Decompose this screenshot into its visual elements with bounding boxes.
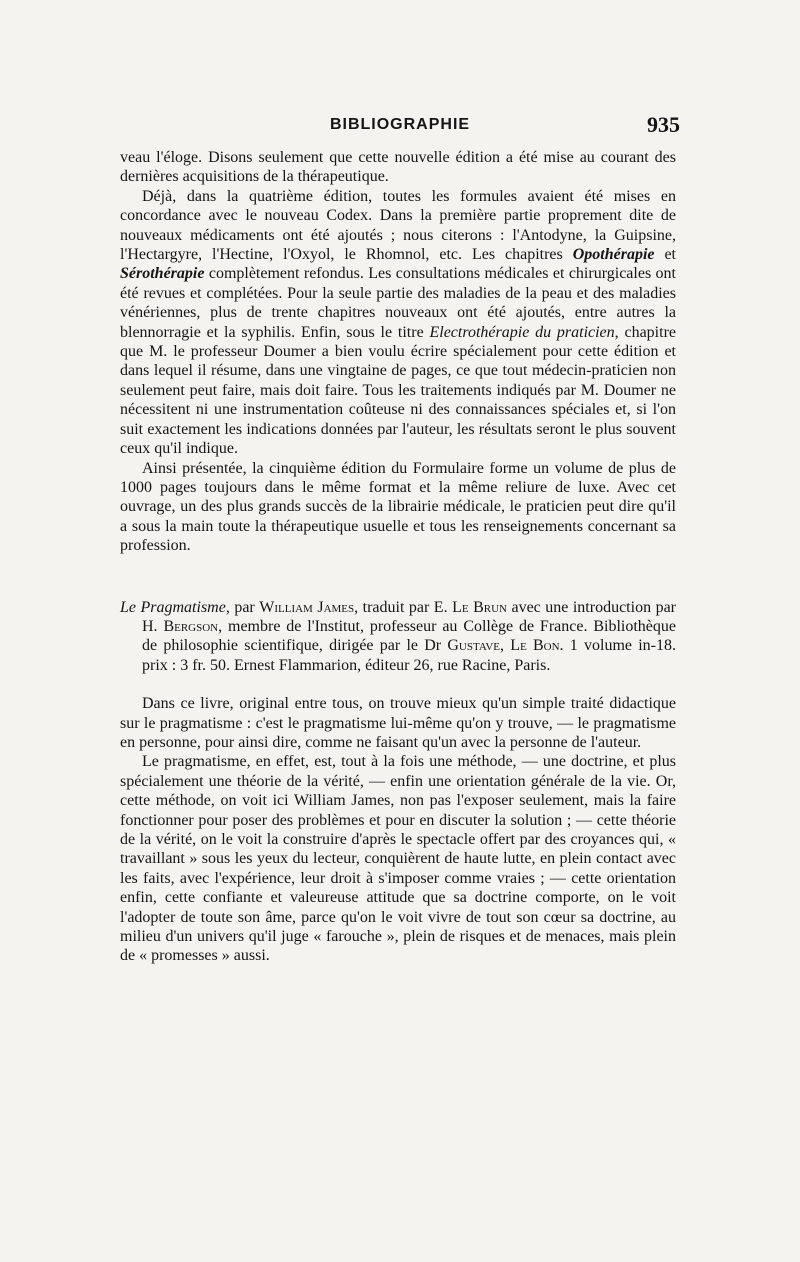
translator-name: Le Brun <box>452 598 507 616</box>
review1-p2-text-b: et <box>654 246 676 264</box>
page-body <box>120 148 676 966</box>
intro-author-name: Bergson <box>163 617 219 635</box>
bibliographic-entry <box>120 598 676 676</box>
review-formulaire <box>120 148 676 556</box>
entry-text-1: , par <box>225 598 260 616</box>
review1-paragraph-2 <box>120 187 676 459</box>
entry-text-3: avec une introduction par H. <box>142 598 676 635</box>
page-header <box>120 112 680 140</box>
review1-paragraph-1: veau l'éloge. Disons seulement que cette nouvelle édition a été mise au courant des dernières acquisitions de la thérapeutique. <box>120 149 676 186</box>
review1-paragraph-3: Ainsi présentée, la cinquième édition du Formulaire forme un volume de plus de 1000 pages toujours dans le même format et la même reliure de luxe. Avec cet ouvrage, un des plus grands succès de la librairie médicale, le praticien peut dire qu'il a sous la main toute la thérapeutique usuelle et tous les renseignements concernant sa profession. <box>120 459 676 555</box>
running-title: BIBLIOGRAPHIE <box>329 116 471 133</box>
section-gap <box>120 556 676 598</box>
entry-text-2: , traduit par E. <box>354 598 453 616</box>
chapter-title-serotherapie: Sérothérapie <box>120 265 205 283</box>
entry-text-4: , membre de l'Institut, professeur au Collège de France. Bibliothèque de philosophie scientifique, dirigée par le Dr <box>142 617 676 655</box>
chapter-title-electrotherapie: Electrothérapie du praticien <box>429 323 615 341</box>
entry-text-5: . 1 volume in-18. prix : 3 fr. 50. Ernest Flammarion, éditeur 26, rue Racine, Paris. <box>142 637 677 674</box>
book-title: Le Pragmatisme <box>120 598 226 616</box>
page-number: 935 <box>647 112 680 137</box>
author-name: William James <box>259 598 355 616</box>
review2-paragraph-2: Le pragmatisme, en effet, est, tout à la fois une méthode, — une doctrine, et plus spécialement une théorie de la vérité, — enfin une orientation générale de la vie. Or, cette méthode, on voit ici William James, non pas l'exposer seulement, mais la faire fonctionner pour poser des problèmes et pour en discuter la solution ; — cette théorie de la vérité, on le voit la construire d'après le spectacle offert par des croyances qui, « travaillant » sous les yeux du lecteur, conquièrent de haute lutte, en plein contact avec les faits, avec l'expérience, leur droit à s'imposer comme vraies ; — cette orientation enfin, cette confiante et valeureuse attitude que sa doctrine comporte, on le voit l'adopter de toute son âme, parce qu'on le voit vivre de tout son cœur sa doctrine, au milieu d'un univers qu'il juge « farouche », plein de risques et de menaces, mais plein de « promesses » aussi. <box>120 753 676 965</box>
director-name: Gustave, Le Bon <box>447 637 560 655</box>
review1-p2-text-d: , chapitre que M. le professeur Doumer a bien voulu écrire spécialement pour cette édition et dans lequel il résume, dans une vingtaine de pages, ce que tout médecin-praticien non seulement peut faire, mais doit faire. Tous les traitements indiqués par M. Doumer ne nécessitent ni une instrumentation coûteuse ni des connaissances spéciales et, si l'on suit exactement les indications données par l'auteur, les résultats seront le plus souvent ceux qu'il indique. <box>120 323 676 458</box>
review1-p2-text-a: Déjà, dans la quatrième édition, toutes les formules avaient été mises en concordance avec le nouveau Codex. Dans la première partie proprement dite de nouveaux médicaments ont été ajoutés ; nous citerons : l'Antodyne, la Guipsine, l'Hectargyre, l'Hectine, l'Oxyol, le Rhomnol, etc. Les chapitres <box>120 187 676 264</box>
review-pragmatisme <box>120 598 676 966</box>
review1-p2-text-c: complètement refondus. Les consultations médicales et chirurgicales ont été revues et complétées. Pour la seule partie des maladies de la peau et des maladies vénériennes, plus de trente chapitres nouveaux ont été ajoutés, entre autres la blennorragie et la syphilis. Enfin, sous le titre <box>120 265 676 341</box>
review2-paragraph-1: Dans ce livre, original entre tous, on trouve mieux qu'un simple traité didactique sur le pragmatisme : c'est le pragmatisme lui-même qu'on y trouve, — le pragmatisme en personne, pour ainsi dire, comme ne faisant qu'un avec la personne de l'auteur. <box>120 695 676 751</box>
chapter-title-opotherapie: Opothérapie <box>572 246 655 264</box>
